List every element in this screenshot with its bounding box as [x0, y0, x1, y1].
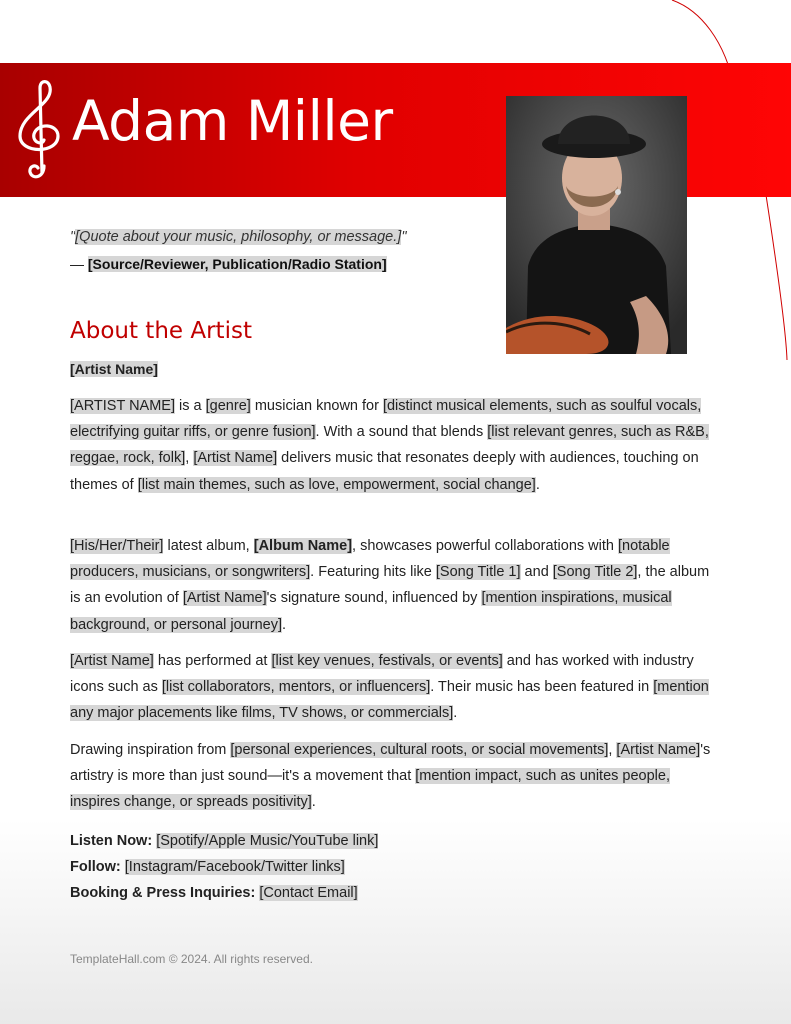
listen-now-row: Listen Now: [Spotify/Apple Music/YouTube link] — [70, 833, 379, 849]
body-text: delivers music that resonates deeply with audiences, touching on themes of — [70, 450, 699, 493]
placeholder-text: [mention impact, such as unites people, inspires change, or spreads positivity] — [70, 768, 670, 811]
about-paragraph-2 — [70, 533, 720, 638]
body-text: 's artistry is more than just sound—it's a movement that — [70, 742, 711, 785]
body-text: , — [185, 450, 194, 467]
about-paragraph-1 — [70, 393, 720, 498]
booking-row: Booking & Press Inquiries: [Contact Email] — [70, 885, 358, 901]
footer-copyright: TemplateHall.com © 2024. All rights reserved. — [70, 952, 313, 966]
placeholder-text: [genre] — [205, 398, 251, 414]
about-paragraph-3 — [70, 648, 720, 727]
artist-name-title: Adam Miller — [72, 89, 393, 153]
follow-links[interactable]: [Instagram/Facebook/Twitter links] — [124, 859, 345, 875]
body-text: . Featuring hits like — [310, 564, 436, 581]
artist-photo — [506, 96, 687, 354]
body-text: Drawing inspiration from — [70, 742, 231, 758]
body-text: , showcases powerful collaborations with — [352, 538, 618, 554]
body-text: . — [282, 616, 287, 633]
body-text: . With a sound that blends — [315, 424, 488, 441]
placeholder-text: [notable producers, musicians, or songwriters] — [70, 538, 670, 581]
placeholder-text: [list key venues, festivals, or events] — [271, 653, 503, 669]
body-text: . — [453, 705, 458, 722]
placeholder-text: [Artist Name] — [182, 590, 267, 607]
quote-text: [Quote about your music, philosophy, or message.] — [75, 229, 402, 245]
body-text: 's signature sound, influenced by — [266, 590, 482, 607]
quote-source: — [Source/Reviewer, Publication/Radio Station] — [70, 256, 387, 272]
body-text: , the album is an evolution of — [70, 564, 710, 607]
listen-now-link[interactable]: [Spotify/Apple Music/YouTube link] — [156, 833, 379, 849]
body-text: is a — [175, 398, 206, 414]
placeholder-text: [personal experiences, cultural roots, or social movements] — [230, 742, 609, 758]
placeholder-text: [distinct musical elements, such as soulful vocals, electrifying guitar riffs, or genre fusion] — [70, 398, 702, 441]
placeholder-text: [mention any major placements like films, TV shows, or commercials] — [70, 679, 709, 722]
about-heading: About the Artist — [70, 318, 252, 344]
body-text: and has worked with industry icons such as — [70, 653, 694, 696]
placeholder-text: [His/Her/Their] — [70, 538, 164, 554]
placeholder-text: [list main themes, such as love, empowerment, social change] — [137, 476, 536, 493]
quote: "[Quote about your music, philosophy, or message.]" — [70, 229, 407, 245]
body-text: has performed at — [153, 653, 272, 669]
placeholder-text: [list relevant genres, such as R&B, reggae, rock, folk] — [70, 424, 709, 467]
body-text: and — [520, 564, 553, 581]
body-text: . Their music has been featured in — [430, 679, 654, 696]
contact-links — [70, 828, 378, 906]
placeholder-text: [Artist Name] — [193, 450, 278, 467]
body-text: , — [608, 742, 617, 758]
placeholder-text: [Artist Name] — [616, 742, 701, 758]
treble-clef-icon — [14, 78, 66, 183]
placeholder-text: [mention inspirations, musical background, or personal journey] — [70, 590, 672, 633]
booking-email[interactable]: [Contact Email] — [259, 885, 358, 901]
placeholder-text: [list collaborators, mentors, or influencers] — [161, 679, 431, 696]
body-text: . — [535, 476, 540, 493]
artist-name-placeholder: [Artist Name] — [70, 361, 158, 377]
placeholder-text: [Artist Name] — [70, 653, 154, 669]
follow-row: Follow: [Instagram/Facebook/Twitter links] — [70, 859, 345, 875]
body-text: . — [311, 794, 316, 811]
about-paragraph-4 — [70, 737, 720, 816]
placeholder-text: [Song Title 1] — [435, 564, 521, 581]
placeholder-text: [Album Name] — [253, 538, 353, 554]
placeholder-text: [Song Title 2] — [552, 564, 638, 581]
body-text: latest album, — [163, 538, 254, 554]
placeholder-text: [ARTIST NAME] — [70, 398, 176, 414]
body-text: musician known for — [250, 398, 383, 414]
